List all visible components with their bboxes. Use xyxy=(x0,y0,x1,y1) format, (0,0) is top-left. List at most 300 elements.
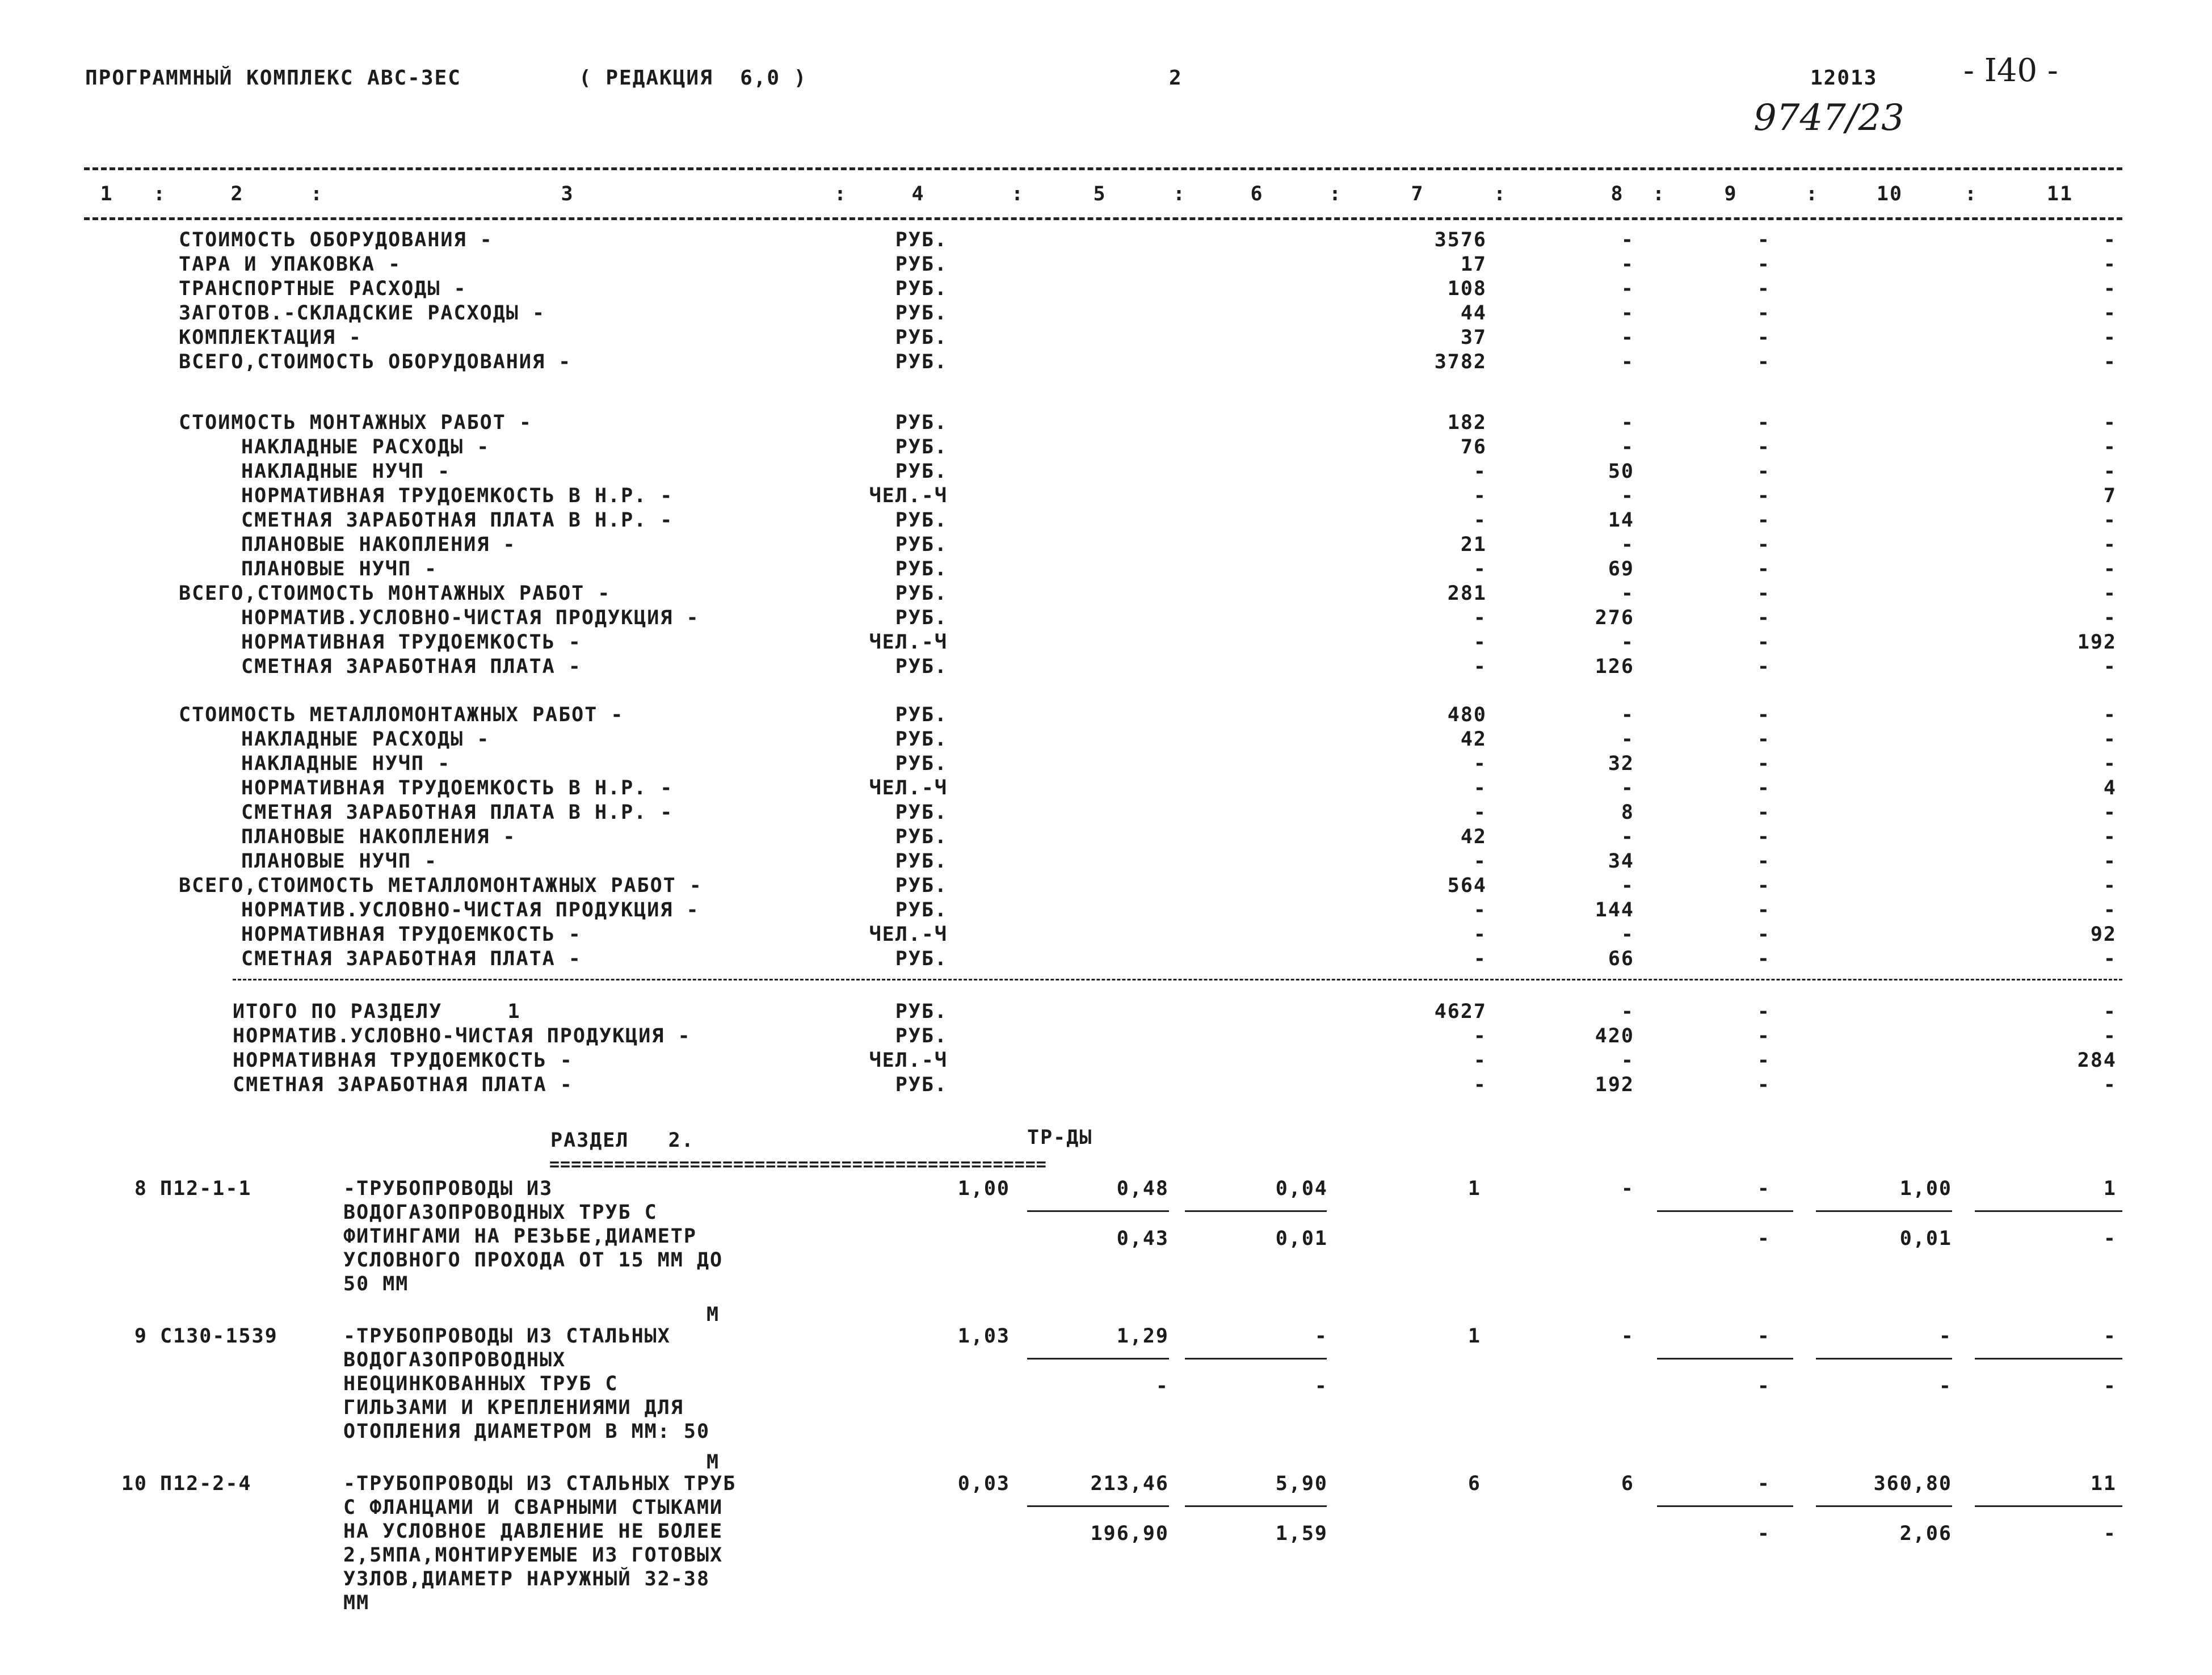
unit-cell: РУБ. xyxy=(895,509,948,532)
unit-cell: РУБ. xyxy=(895,558,948,580)
col10-cell: - xyxy=(1938,1325,1952,1348)
col9-divider xyxy=(1657,1210,1793,1212)
col11-lower-cell: - xyxy=(2103,1375,2117,1398)
unit-cell: ЧЕЛ.-Ч xyxy=(869,777,948,799)
row-label: СМЕТНАЯ ЗАРАБОТНАЯ ПЛАТА - xyxy=(233,1074,573,1096)
item-unit-note: М xyxy=(707,1451,720,1474)
sheet-number: - I40 - xyxy=(1963,52,2058,89)
col8-cell: 276 xyxy=(1595,607,1634,629)
row-label: ВСЕГО,СТОИМОСТЬ МОНТАЖНЫХ РАБОТ - xyxy=(179,582,611,605)
col11-cell: - xyxy=(2103,533,2117,556)
col7-cell: - xyxy=(1473,558,1487,580)
unit-cell: ЧЕЛ.-Ч xyxy=(869,923,948,946)
col8-cell: 420 xyxy=(1595,1025,1634,1047)
col6-lower-cell: 0,01 xyxy=(1275,1227,1328,1250)
row-label: НОРМАТИВНАЯ ТРУДОЕМКОСТЬ - xyxy=(241,923,582,946)
col11-cell: - xyxy=(2103,655,2117,678)
row-label: ЗАГОТОВ.-СКЛАДСКИЕ РАСХОДЫ - xyxy=(179,302,546,325)
col8-cell: - xyxy=(1621,253,1634,276)
row-label: СТОИМОСТЬ ОБОРУДОВАНИЯ - xyxy=(179,229,493,251)
col11-cell: - xyxy=(2103,411,2117,434)
col9-cell: - xyxy=(1757,1074,1771,1096)
col8-cell: - xyxy=(1621,485,1634,507)
col11-lower-cell: - xyxy=(2103,1522,2117,1545)
col6-lower-cell: - xyxy=(1314,1375,1328,1398)
col7-cell: 3782 xyxy=(1434,351,1487,373)
unit-cell: РУБ. xyxy=(895,351,948,373)
col8-cell: 8 xyxy=(1621,801,1634,824)
item-description-line: ММ xyxy=(343,1592,370,1614)
col9-lower-cell: - xyxy=(1757,1522,1771,1545)
row-label: СМЕТНАЯ ЗАРАБОТНАЯ ПЛАТА В Н.Р. - xyxy=(241,801,674,824)
unit-cell: РУБ. xyxy=(895,607,948,629)
row-label: НОРМАТИВНАЯ ТРУДОЕМКОСТЬ - xyxy=(233,1049,573,1072)
col8-cell: - xyxy=(1621,728,1634,751)
col11-cell: - xyxy=(2103,277,2117,300)
col9-cell: - xyxy=(1757,874,1771,897)
col11-cell: - xyxy=(2103,850,2117,873)
col6-cell: 0,04 xyxy=(1275,1177,1328,1200)
col9-cell: - xyxy=(1757,485,1771,507)
col5-divider xyxy=(1027,1505,1169,1507)
col11-cell: - xyxy=(2103,826,2117,848)
item-description-line: НЕОЦИНКОВАННЫХ ТРУБ С xyxy=(343,1373,619,1395)
col5-divider xyxy=(1027,1358,1169,1360)
col8-cell: - xyxy=(1621,1049,1634,1072)
col7-cell: - xyxy=(1473,460,1487,483)
row-label: НАКЛАДНЫЕ РАСХОДЫ - xyxy=(241,436,490,458)
program-title: ПРОГРАММНЫЙ КОМПЛЕКС АВС-ЗЕС xyxy=(85,66,461,90)
unit-cell: РУБ. xyxy=(895,436,948,458)
document-page-number: 2 xyxy=(1169,66,1183,90)
col9-cell: - xyxy=(1757,558,1771,580)
col4-cell: 0,03 xyxy=(957,1472,1010,1495)
col10-cell: 360,80 xyxy=(1873,1472,1952,1495)
row-label: НАКЛАДНЫЕ РАСХОДЫ - xyxy=(241,728,490,751)
col8-cell: - xyxy=(1621,582,1634,605)
col11-cell: - xyxy=(2103,558,2117,580)
col9-cell: - xyxy=(1757,1325,1771,1348)
col8-cell: - xyxy=(1621,777,1634,799)
item-number: 8 xyxy=(134,1177,148,1200)
unit-cell: РУБ. xyxy=(895,1000,948,1023)
col8-cell: - xyxy=(1621,1325,1634,1348)
col11-cell: - xyxy=(2103,460,2117,483)
unit-cell: ЧЕЛ.-Ч xyxy=(869,1049,948,1072)
col5-lower-cell: 0,43 xyxy=(1116,1227,1169,1250)
col8-cell: 32 xyxy=(1608,752,1634,775)
column-separator: : xyxy=(1329,183,1343,205)
unit-cell: РУБ. xyxy=(895,582,948,605)
column-separator: : xyxy=(1965,183,1978,205)
col7-cell: 76 xyxy=(1460,436,1487,458)
col7-cell: - xyxy=(1473,655,1487,678)
unit-cell: РУБ. xyxy=(895,850,948,873)
col7-cell: - xyxy=(1473,485,1487,507)
col11-cell: - xyxy=(2103,607,2117,629)
col9-cell: - xyxy=(1757,1177,1771,1200)
col11-divider xyxy=(1975,1358,2122,1360)
header-bottom-rule xyxy=(84,217,2122,220)
col9-divider xyxy=(1657,1505,1793,1507)
col8-cell: - xyxy=(1621,874,1634,897)
item-description-line: ОТОПЛЕНИЯ ДИАМЕТРОМ В ММ: 50 xyxy=(343,1420,710,1443)
col7-cell: 564 xyxy=(1447,874,1487,897)
col9-cell: - xyxy=(1757,302,1771,325)
item-description-line: ФИТИНГАМИ НА РЕЗЬБЕ,ДИАМЕТР xyxy=(343,1225,697,1248)
column-number-4: 4 xyxy=(911,183,925,205)
col6-divider xyxy=(1185,1210,1327,1212)
row-label: ТРАНСПОРТНЫЕ РАСХОДЫ - xyxy=(179,277,467,300)
col7-cell: 42 xyxy=(1460,728,1487,751)
col6-divider xyxy=(1185,1505,1327,1507)
unit-cell: РУБ. xyxy=(895,277,948,300)
col9-cell: - xyxy=(1757,1049,1771,1072)
row-label: СТОИМОСТЬ МОНТАЖНЫХ РАБОТ - xyxy=(179,411,532,434)
column-separator: : xyxy=(1652,183,1666,205)
col11-cell: 7 xyxy=(2103,485,2117,507)
item-description-line: ВОДОГАЗОПРОВОДНЫХ ТРУБ С xyxy=(343,1201,658,1224)
col11-cell: - xyxy=(2103,899,2117,921)
col11-cell: - xyxy=(2103,582,2117,605)
unit-cell: РУБ. xyxy=(895,229,948,251)
column-separator: : xyxy=(310,183,324,205)
col8-cell: 69 xyxy=(1608,558,1634,580)
unit-cell: РУБ. xyxy=(895,728,948,751)
col8-cell: - xyxy=(1621,923,1634,946)
col8-cell: - xyxy=(1621,351,1634,373)
col11-cell: - xyxy=(2103,509,2117,532)
col11-cell: - xyxy=(2103,1074,2117,1096)
col9-cell: - xyxy=(1757,777,1771,799)
item-description-line: С ФЛАНЦАМИ И СВАРНЫМИ СТЫКАМИ xyxy=(343,1496,724,1519)
col9-cell: - xyxy=(1757,253,1771,276)
col8-cell: 14 xyxy=(1608,509,1634,532)
unit-cell: РУБ. xyxy=(895,801,948,824)
col9-cell: - xyxy=(1757,582,1771,605)
edition-label: ( РЕДАКЦИЯ 6,0 ) xyxy=(579,66,808,90)
column-number-5: 5 xyxy=(1093,183,1107,205)
column-number-6: 6 xyxy=(1250,183,1264,205)
unit-cell: РУБ. xyxy=(895,704,948,726)
col11-cell: - xyxy=(2103,704,2117,726)
item-description-line: 50 ММ xyxy=(343,1273,409,1295)
row-label: СМЕТНАЯ ЗАРАБОТНАЯ ПЛАТА - xyxy=(241,655,582,678)
col10-lower-cell: 2,06 xyxy=(1899,1522,1952,1545)
unit-cell: РУБ. xyxy=(895,826,948,848)
col7-cell: 44 xyxy=(1460,302,1487,325)
column-separator: : xyxy=(1806,183,1819,205)
col11-cell: - xyxy=(2103,801,2117,824)
section-title: РАЗДЕЛ 2. xyxy=(550,1129,695,1152)
item-description-line: 2,5МПА,МОНТИРУЕМЫЕ ИЗ ГОТОВЫХ xyxy=(343,1544,724,1567)
col11-cell: 1 xyxy=(2103,1177,2117,1200)
col9-cell: - xyxy=(1757,801,1771,824)
unit-cell: РУБ. xyxy=(895,899,948,921)
handwritten-note: 9747/23 xyxy=(1753,97,1904,139)
col7-cell: - xyxy=(1473,607,1487,629)
col8-cell: - xyxy=(1621,704,1634,726)
col7-cell: 6 xyxy=(1467,1472,1481,1495)
col9-cell: - xyxy=(1757,752,1771,775)
unit-cell: РУБ. xyxy=(895,1025,948,1047)
unit-cell: РУБ. xyxy=(895,752,948,775)
row-label: НОРМАТИВНАЯ ТРУДОЕМКОСТЬ В Н.Р. - xyxy=(241,777,674,799)
col8-cell: - xyxy=(1621,1177,1634,1200)
unit-cell: РУБ. xyxy=(895,948,948,970)
col7-cell: 108 xyxy=(1447,277,1487,300)
col7-cell: 37 xyxy=(1460,326,1487,349)
col7-cell: - xyxy=(1473,509,1487,532)
unit-cell: РУБ. xyxy=(895,874,948,897)
unit-cell: РУБ. xyxy=(895,302,948,325)
col11-cell: - xyxy=(2103,728,2117,751)
unit-cell: РУБ. xyxy=(895,253,948,276)
item-description-line: НА УСЛОВНОЕ ДАВЛЕНИЕ НЕ БОЛЕЕ xyxy=(343,1520,724,1543)
item-code: П12-2-4 xyxy=(160,1472,252,1495)
col10-cell: 1,00 xyxy=(1899,1177,1952,1200)
col9-cell: - xyxy=(1757,460,1771,483)
header-top-rule xyxy=(84,167,2122,170)
col9-cell: - xyxy=(1757,899,1771,921)
col10-lower-cell: 0,01 xyxy=(1899,1227,1952,1250)
col9-cell: - xyxy=(1757,631,1771,654)
col11-divider xyxy=(1975,1505,2122,1507)
col10-divider xyxy=(1816,1210,1952,1212)
col9-cell: - xyxy=(1757,948,1771,970)
unit-cell: РУБ. xyxy=(895,533,948,556)
unit-cell: РУБ. xyxy=(895,655,948,678)
col7-cell: 21 xyxy=(1460,533,1487,556)
unit-cell: РУБ. xyxy=(895,326,948,349)
col11-cell: - xyxy=(2103,752,2117,775)
col6-lower-cell: 1,59 xyxy=(1275,1522,1328,1545)
row-label: НОРМАТИВ.УСЛОВНО-ЧИСТАЯ ПРОДУКЦИЯ - xyxy=(241,607,700,629)
col11-cell: 4 xyxy=(2103,777,2117,799)
item-code: П12-1-1 xyxy=(160,1177,252,1200)
row-label: НАКЛАДНЫЕ НУЧП - xyxy=(241,752,451,775)
col9-cell: - xyxy=(1757,704,1771,726)
unit-cell: РУБ. xyxy=(895,1074,948,1096)
item-description-line: -ТРУБОПРОВОДЫ ИЗ СТАЛЬНЫХ xyxy=(343,1325,671,1348)
col8-cell: 126 xyxy=(1595,655,1634,678)
col5-cell: 0,48 xyxy=(1116,1177,1169,1200)
col7-cell: - xyxy=(1473,801,1487,824)
col8-cell: - xyxy=(1621,411,1634,434)
row-label: НОРМАТИВ.УСЛОВНО-ЧИСТАЯ ПРОДУКЦИЯ - xyxy=(241,899,700,921)
col10-lower-cell: - xyxy=(1938,1375,1952,1398)
col8-cell: - xyxy=(1621,436,1634,458)
col9-cell: - xyxy=(1757,229,1771,251)
row-label: КОМПЛЕКТАЦИЯ - xyxy=(179,326,363,349)
col4-cell: 1,03 xyxy=(957,1325,1010,1348)
col7-cell: - xyxy=(1473,1025,1487,1047)
col5-lower-cell: - xyxy=(1155,1375,1169,1398)
row-label: ТАРА И УПАКОВКА - xyxy=(179,253,402,276)
document-code: 12013 xyxy=(1810,66,1878,90)
item-description-line: ГИЛЬЗАМИ И КРЕПЛЕНИЯМИ ДЛЯ xyxy=(343,1396,684,1419)
col7-cell: 480 xyxy=(1447,704,1487,726)
col7-cell: - xyxy=(1473,948,1487,970)
column-number-1: 1 xyxy=(100,183,113,205)
row-label: НОРМАТИВ.УСЛОВНО-ЧИСТАЯ ПРОДУКЦИЯ - xyxy=(233,1025,691,1047)
col7-cell: - xyxy=(1473,1049,1487,1072)
col8-cell: 50 xyxy=(1608,460,1634,483)
row-label: НОРМАТИВНАЯ ТРУДОЕМКОСТЬ В Н.Р. - xyxy=(241,485,674,507)
col9-cell: - xyxy=(1757,1472,1771,1495)
item-description-line: -ТРУБОПРОВОДЫ ИЗ xyxy=(343,1177,553,1200)
col11-cell: - xyxy=(2103,436,2117,458)
col8-cell: 34 xyxy=(1608,850,1634,873)
row-label: НОРМАТИВНАЯ ТРУДОЕМКОСТЬ - xyxy=(241,631,582,654)
col11-lower-cell: - xyxy=(2103,1227,2117,1250)
column-number-2: 2 xyxy=(230,183,244,205)
col7-cell: 182 xyxy=(1447,411,1487,434)
row-label: СМЕТНАЯ ЗАРАБОТНАЯ ПЛАТА - xyxy=(241,948,582,970)
col7-cell: - xyxy=(1473,752,1487,775)
col7-cell: 17 xyxy=(1460,253,1487,276)
col5-divider xyxy=(1027,1210,1169,1212)
item-code: С130-1539 xyxy=(160,1325,278,1348)
unit-cell: ЧЕЛ.-Ч xyxy=(869,485,948,507)
item-number: 9 xyxy=(134,1325,148,1348)
item-description-line: ВОДОГАЗОПРОВОДНЫХ xyxy=(343,1349,566,1371)
unit-cell: РУБ. xyxy=(895,411,948,434)
col11-cell: - xyxy=(2103,874,2117,897)
col11-cell: - xyxy=(2103,1000,2117,1023)
item-description-line: УСЛОВНОГО ПРОХОДА ОТ 15 ММ ДО xyxy=(343,1249,724,1272)
column-number-8: 8 xyxy=(1610,183,1624,205)
col5-cell: 213,46 xyxy=(1090,1472,1169,1495)
col9-cell: - xyxy=(1757,1000,1771,1023)
col7-cell: 3576 xyxy=(1434,229,1487,251)
col9-cell: - xyxy=(1757,277,1771,300)
column-separator: : xyxy=(1011,183,1025,205)
col11-divider xyxy=(1975,1210,2122,1212)
section-underline: ============================================== xyxy=(549,1155,1047,1175)
col11-cell: - xyxy=(2103,1325,2117,1348)
col9-cell: - xyxy=(1757,326,1771,349)
row-label: СТОИМОСТЬ МЕТАЛЛОМОНТАЖНЫХ РАБОТ - xyxy=(179,704,624,726)
unit-cell: ЧЕЛ.-Ч xyxy=(869,631,948,654)
col7-cell: - xyxy=(1473,923,1487,946)
col11-cell: - xyxy=(2103,948,2117,970)
col8-cell: - xyxy=(1621,277,1634,300)
col5-lower-cell: 196,90 xyxy=(1090,1522,1169,1545)
col7-cell: - xyxy=(1473,899,1487,921)
row-label: ВСЕГО,СТОИМОСТЬ МЕТАЛЛОМОНТАЖНЫХ РАБОТ - xyxy=(179,874,703,897)
column-number-9: 9 xyxy=(1724,183,1738,205)
col8-cell: - xyxy=(1621,533,1634,556)
row-label: СМЕТНАЯ ЗАРАБОТНАЯ ПЛАТА В Н.Р. - xyxy=(241,509,674,532)
unit-cell: РУБ. xyxy=(895,460,948,483)
row-label: НАКЛАДНЫЕ НУЧП - xyxy=(241,460,451,483)
col9-cell: - xyxy=(1757,850,1771,873)
column-number-7: 7 xyxy=(1411,183,1424,205)
item-number: 10 xyxy=(121,1472,148,1495)
row-label: ПЛАНОВЫЕ НУЧП - xyxy=(241,850,438,873)
col8-cell: 6 xyxy=(1621,1472,1634,1495)
col8-cell: - xyxy=(1621,631,1634,654)
col7-cell: 4627 xyxy=(1434,1000,1487,1023)
col11-cell: 284 xyxy=(2077,1049,2117,1072)
col6-divider xyxy=(1185,1358,1327,1360)
col8-cell: 192 xyxy=(1595,1074,1634,1096)
col9-cell: - xyxy=(1757,607,1771,629)
section-unit: ТР-ДЫ xyxy=(1027,1126,1093,1149)
column-number-11: 11 xyxy=(2046,183,2074,205)
col8-cell: - xyxy=(1621,826,1634,848)
column-separator: : xyxy=(834,183,848,205)
col11-cell: - xyxy=(2103,351,2117,373)
item-description-line: -ТРУБОПРОВОДЫ ИЗ СТАЛЬНЫХ ТРУБ xyxy=(343,1472,737,1495)
col9-cell: - xyxy=(1757,436,1771,458)
col9-cell: - xyxy=(1757,411,1771,434)
col9-lower-cell: - xyxy=(1757,1375,1771,1398)
col9-cell: - xyxy=(1757,728,1771,751)
row-label: ПЛАНОВЫЕ НАКОПЛЕНИЯ - xyxy=(241,826,516,848)
row-label: ИТОГО ПО РАЗДЕЛУ 1 xyxy=(233,1000,521,1023)
col7-cell: - xyxy=(1473,777,1487,799)
col9-cell: - xyxy=(1757,509,1771,532)
row-label: ПЛАНОВЫЕ НУЧП - xyxy=(241,558,438,580)
section-total-rule xyxy=(233,979,2122,980)
col10-divider xyxy=(1816,1505,1952,1507)
col6-cell: 5,90 xyxy=(1275,1472,1328,1495)
col11-cell: - xyxy=(2103,253,2117,276)
column-number-10: 10 xyxy=(1876,183,1903,205)
col7-cell: - xyxy=(1473,631,1487,654)
col8-cell: 144 xyxy=(1595,899,1634,921)
col9-divider xyxy=(1657,1358,1793,1360)
col8-cell: - xyxy=(1621,229,1634,251)
col11-cell: - xyxy=(2103,229,2117,251)
col7-cell: 1 xyxy=(1467,1325,1481,1348)
item-unit-note: М xyxy=(707,1303,720,1326)
col7-cell: - xyxy=(1473,1074,1487,1096)
col11-cell: - xyxy=(2103,326,2117,349)
column-separator: : xyxy=(1173,183,1187,205)
col9-cell: - xyxy=(1757,351,1771,373)
col11-cell: 192 xyxy=(2077,631,2117,654)
col11-cell: - xyxy=(2103,302,2117,325)
col8-cell: - xyxy=(1621,1000,1634,1023)
col10-divider xyxy=(1816,1358,1952,1360)
col9-lower-cell: - xyxy=(1757,1227,1771,1250)
col11-cell: - xyxy=(2103,1025,2117,1047)
col11-cell: 92 xyxy=(2090,923,2117,946)
col9-cell: - xyxy=(1757,533,1771,556)
column-separator: : xyxy=(153,183,167,205)
col7-cell: 281 xyxy=(1447,582,1487,605)
row-label: ВСЕГО,СТОИМОСТЬ ОБОРУДОВАНИЯ - xyxy=(179,351,572,373)
col7-cell: 1 xyxy=(1467,1177,1481,1200)
col7-cell: 42 xyxy=(1460,826,1487,848)
col8-cell: 66 xyxy=(1608,948,1634,970)
col9-cell: - xyxy=(1757,923,1771,946)
item-description-line: УЗЛОВ,ДИАМЕТР НАРУЖНЫЙ 32-38 xyxy=(343,1568,710,1590)
row-label: ПЛАНОВЫЕ НАКОПЛЕНИЯ - xyxy=(241,533,516,556)
col8-cell: - xyxy=(1621,302,1634,325)
col5-cell: 1,29 xyxy=(1116,1325,1169,1348)
col9-cell: - xyxy=(1757,655,1771,678)
col4-cell: 1,00 xyxy=(957,1177,1010,1200)
col8-cell: - xyxy=(1621,326,1634,349)
col6-cell: - xyxy=(1314,1325,1328,1348)
col9-cell: - xyxy=(1757,826,1771,848)
col11-cell: 11 xyxy=(2090,1472,2117,1495)
column-separator: : xyxy=(1494,183,1507,205)
